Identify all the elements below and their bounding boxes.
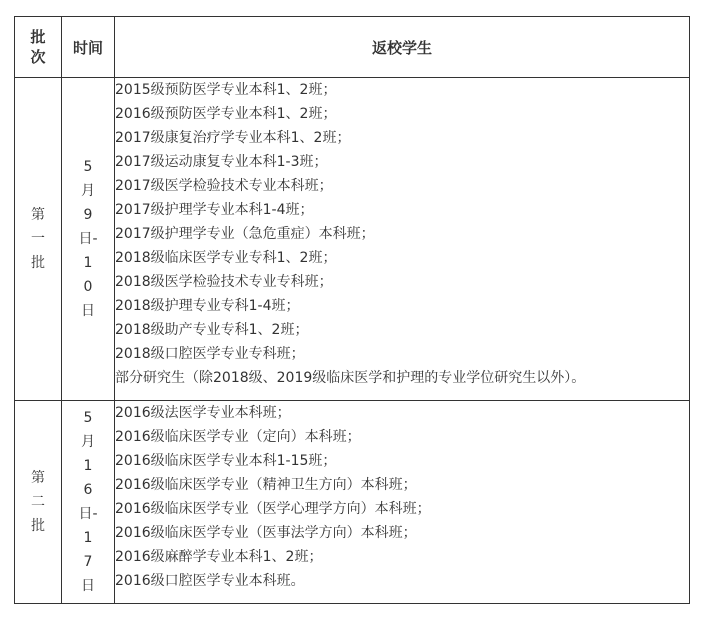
student-group: 2017级护理学专业本科1-4班； [115, 202, 314, 218]
header-time: 时间 [62, 17, 115, 78]
student-group: 2016级法医学专业本科班； [115, 405, 291, 421]
student-group: 2018级口腔医学专业专科班； [115, 346, 305, 362]
student-group: 2016级临床医学专业本科1-15班； [115, 453, 337, 469]
student-group: 2017级医学检验技术专业本科班； [115, 178, 333, 194]
student-group: 2016级临床医学专业（医学心理学方向）本科班； [115, 501, 431, 517]
batch-time [62, 401, 115, 604]
student-group: 2017级运动康复专业本科1-3班； [115, 154, 328, 170]
batch-row-1 [15, 78, 690, 401]
header-batch-char: 次 [30, 48, 46, 66]
time-char: 月 [81, 434, 95, 450]
time-char: 7 [83, 554, 93, 570]
return-schedule-table [14, 16, 690, 604]
student-group: 2015级预防医学专业本科1、2班； [115, 82, 337, 98]
student-group: 2018级临床医学专业专科1、2班； [115, 250, 337, 266]
student-group: 2016级临床医学专业（医事法学方向）本科班； [115, 525, 417, 541]
batch-label-char: 批 [31, 255, 45, 271]
student-group: 2016级口腔医学专业本科班。 [115, 573, 305, 589]
batch-students [115, 401, 690, 604]
student-group: 部分研究生（除2018级、2019级临床医学和护理的专业学位研究生以外）。 [115, 370, 586, 386]
student-group: 2018级护理专业专科1-4班； [115, 298, 300, 314]
time-char: 日- [78, 231, 98, 247]
student-group: 2016级临床医学专业（定向）本科班； [115, 429, 361, 445]
time-char: 日 [81, 303, 95, 319]
time-char: 9 [83, 207, 93, 223]
time-char: 日 [81, 578, 95, 594]
batch-label-char: 第 [31, 470, 45, 486]
batch-students [115, 78, 690, 401]
time-char: 月 [81, 183, 95, 199]
time-char: 5 [83, 159, 93, 175]
header-batch [15, 17, 62, 78]
student-group: 2017级康复治疗学专业本科1、2班； [115, 130, 351, 146]
time-char: 6 [83, 482, 93, 498]
batch-label-char: 第 [31, 207, 45, 223]
batch-time [62, 78, 115, 401]
time-char: 1 [83, 530, 93, 546]
batch-row-2 [15, 401, 690, 604]
header-row [15, 17, 690, 78]
time-char: 0 [83, 279, 93, 295]
student-group: 2016级麻醉学专业本科1、2班； [115, 549, 323, 565]
student-group: 2016级预防医学专业本科1、2班； [115, 106, 337, 122]
time-char: 1 [83, 458, 93, 474]
batch-label [15, 401, 62, 604]
student-group: 2018级助产专业专科1、2班； [115, 322, 309, 338]
batch-label-char: 二 [31, 494, 45, 510]
student-group: 2018级医学检验技术专业专科班； [115, 274, 333, 290]
student-group: 2017级护理学专业（急危重症）本科班； [115, 226, 375, 242]
header-students: 返校学生 [115, 17, 690, 78]
batch-label-char: 批 [31, 518, 45, 534]
time-char: 日- [78, 506, 98, 522]
batch-label-char: 一 [31, 231, 45, 247]
student-group: 2016级临床医学专业（精神卫生方向）本科班； [115, 477, 417, 493]
time-char: 1 [83, 255, 93, 271]
batch-label [15, 78, 62, 401]
header-batch-char: 批 [30, 28, 46, 46]
time-char: 5 [83, 410, 93, 426]
